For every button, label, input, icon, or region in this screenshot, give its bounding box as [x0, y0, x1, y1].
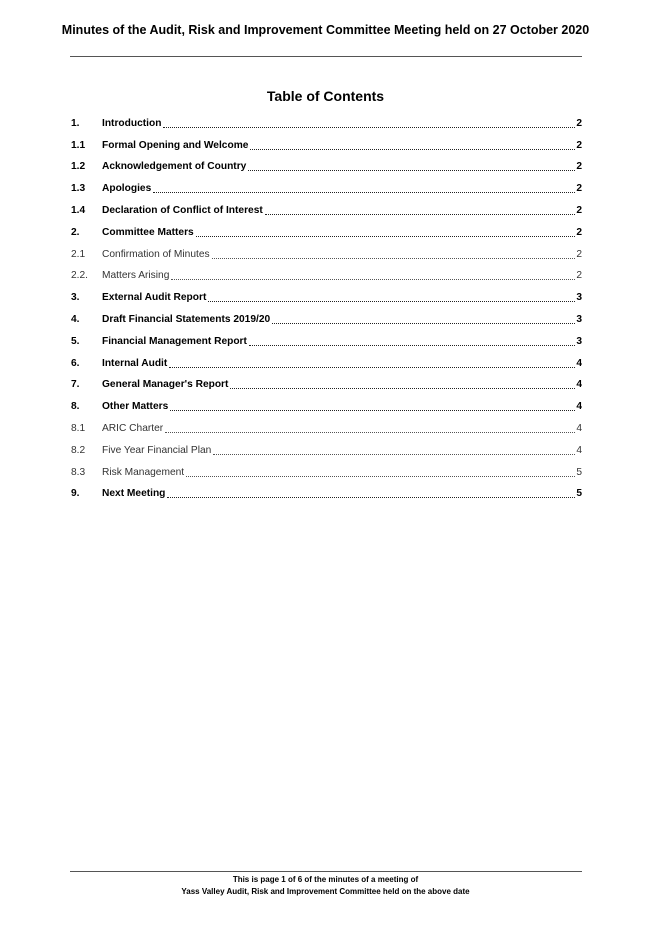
toc-entry[interactable] — [71, 414, 582, 436]
toc-entry-page: 2 — [576, 270, 582, 282]
toc-entry-number: 4. — [71, 313, 80, 325]
toc-entry-number: 2.2. — [71, 270, 88, 282]
toc-entry-page: 2 — [576, 139, 582, 151]
toc-entry[interactable] — [71, 371, 582, 393]
toc-entry-number: 8. — [71, 401, 80, 413]
toc-entry-title: Acknowledgement of Country — [102, 161, 247, 173]
toc-entry-title: Draft Financial Statements 2019/20 — [102, 313, 271, 325]
footer-divider — [70, 871, 582, 872]
toc-dot-leader — [272, 323, 575, 324]
toc-dot-leader — [248, 170, 575, 171]
toc-entry-number: 2. — [71, 226, 80, 238]
header-divider — [70, 56, 582, 57]
toc-dot-leader — [250, 149, 575, 150]
toc-dot-leader — [167, 497, 575, 498]
toc-entry-number: 8.1 — [71, 422, 86, 434]
toc-entry-page: 4 — [576, 401, 582, 413]
toc-entry-title: Matters Arising — [102, 270, 170, 282]
footer-line-2: Yass Valley Audit, Risk and Improvement Committee held on the above date — [181, 887, 470, 896]
toc-dot-leader — [230, 388, 575, 389]
toc-entry[interactable] — [71, 349, 582, 371]
toc-entry-title: Risk Management — [102, 466, 185, 478]
toc-entry-number: 5. — [71, 335, 80, 347]
toc-entry-title: Formal Opening and Welcome — [102, 139, 249, 151]
toc-entry-title: ARIC Charter — [102, 422, 164, 434]
toc-entry-page: 2 — [576, 226, 582, 238]
page-header-title: Minutes of the Audit, Risk and Improvement Committee Meeting held on 27 October 2020 — [61, 23, 590, 37]
toc-entry-page: 2 — [576, 248, 582, 260]
toc-entry-title: External Audit Report — [102, 292, 207, 304]
toc-entry-page: 4 — [576, 444, 582, 456]
toc-dot-leader — [165, 432, 575, 433]
toc-entry-title: Financial Management Report — [102, 335, 247, 347]
toc-entry-title: Apologies — [102, 183, 152, 195]
toc-entry-number: 1.2 — [71, 161, 86, 173]
toc-entry-number: 2.1 — [71, 248, 86, 260]
toc-entry[interactable] — [71, 196, 582, 218]
toc-entry[interactable] — [71, 109, 582, 131]
toc-dot-leader — [249, 345, 575, 346]
toc-entry-title: Other Matters — [102, 401, 169, 413]
toc-dot-leader — [186, 476, 575, 477]
toc-entry-page: 2 — [576, 161, 582, 173]
toc-dot-leader — [170, 410, 575, 411]
toc-entry-number: 8.2 — [71, 444, 86, 456]
toc-dot-leader — [196, 236, 576, 237]
toc-dot-leader — [208, 301, 575, 302]
toc-entry[interactable] — [71, 218, 582, 240]
toc-entry[interactable] — [71, 131, 582, 153]
toc-entry[interactable] — [71, 458, 582, 480]
toc-entry[interactable] — [71, 392, 582, 414]
table-of-contents — [71, 109, 582, 501]
toc-entry[interactable] — [71, 262, 582, 284]
toc-entry-title: Confirmation of Minutes — [102, 248, 210, 260]
toc-entry-page: 4 — [576, 422, 582, 434]
toc-entry[interactable] — [71, 305, 582, 327]
toc-entry-number: 7. — [71, 379, 80, 391]
toc-entry[interactable] — [71, 153, 582, 175]
toc-entry-page: 3 — [576, 313, 582, 325]
toc-dot-leader — [153, 192, 575, 193]
toc-dot-leader — [213, 454, 575, 455]
page-footer — [0, 874, 651, 898]
toc-entry-page: 3 — [576, 335, 582, 347]
toc-entry-number: 1.4 — [71, 204, 86, 216]
toc-entry-title: Five Year Financial Plan — [102, 444, 212, 456]
footer-line-1: This is page 1 of 6 of the minutes of a meeting of — [232, 875, 419, 884]
toc-heading: Table of Contents — [266, 88, 385, 104]
toc-entry-title: Introduction — [102, 117, 162, 129]
toc-dot-leader — [163, 127, 575, 128]
toc-entry[interactable] — [71, 436, 582, 458]
toc-entry-number: 1.3 — [71, 183, 86, 195]
toc-entry-number: 1. — [71, 117, 80, 129]
toc-entry[interactable] — [71, 480, 582, 502]
toc-entry-title: Next Meeting — [102, 488, 166, 500]
toc-dot-leader — [265, 214, 576, 215]
toc-entry-page: 5 — [576, 466, 582, 478]
toc-entry-title: Declaration of Conflict of Interest — [102, 204, 263, 216]
toc-entry-page: 2 — [576, 183, 582, 195]
toc-dot-leader — [171, 279, 575, 280]
toc-entry[interactable] — [71, 283, 582, 305]
toc-entry-page: 2 — [576, 117, 582, 129]
toc-entry-number: 6. — [71, 357, 80, 369]
toc-entry-title: Committee Matters — [102, 226, 194, 238]
toc-entry[interactable] — [71, 174, 582, 196]
toc-entry-page: 2 — [576, 204, 582, 216]
toc-entry-page: 5 — [576, 488, 582, 500]
toc-entry[interactable] — [71, 327, 582, 349]
toc-entry-title: Internal Audit — [102, 357, 168, 369]
toc-entry[interactable] — [71, 240, 582, 262]
toc-entry-number: 9. — [71, 488, 80, 500]
toc-entry-page: 3 — [576, 292, 582, 304]
toc-entry-page: 4 — [576, 357, 582, 369]
toc-entry-number: 1.1 — [71, 139, 86, 151]
toc-entry-page: 4 — [576, 379, 582, 391]
toc-entry-title: General Manager's Report — [102, 379, 229, 391]
toc-entry-number: 8.3 — [71, 466, 86, 478]
toc-dot-leader — [212, 258, 576, 259]
toc-entry-number: 3. — [71, 292, 80, 304]
toc-dot-leader — [169, 367, 575, 368]
